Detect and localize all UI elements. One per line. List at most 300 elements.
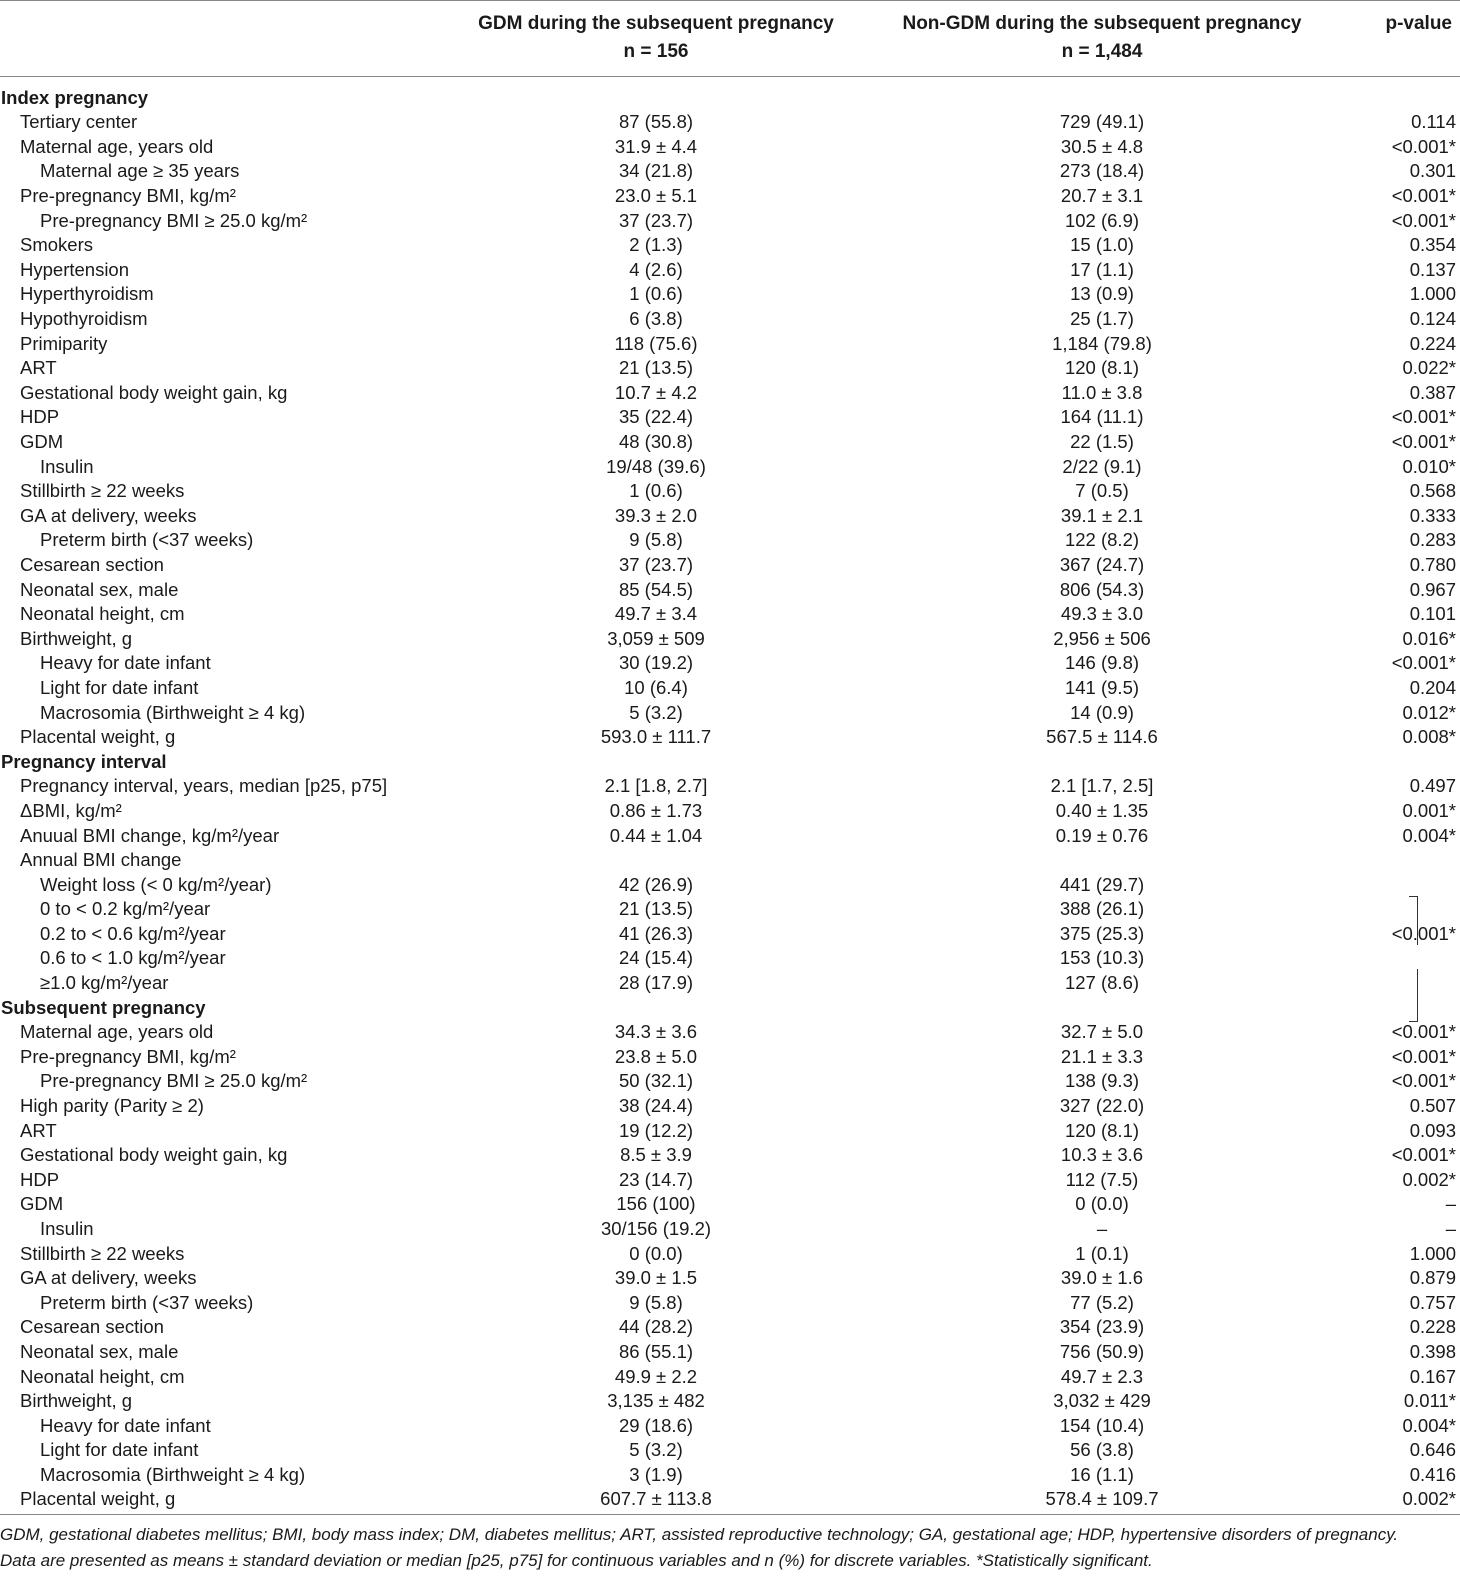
p-value-wrap xyxy=(1332,824,1456,848)
p-value-text: 0.011* xyxy=(1403,1390,1456,1412)
table-row xyxy=(0,848,1460,873)
table-row xyxy=(0,1463,1460,1488)
p-value-text: <0.001* xyxy=(1391,922,1456,944)
p-value-wrap xyxy=(1332,922,1456,946)
p-value xyxy=(1332,897,1460,922)
non-gdm-value: 56 (3.8) xyxy=(1070,1439,1134,1461)
table-row xyxy=(0,1487,1460,1517)
row-label: Maternal age, years old xyxy=(20,135,214,157)
p-value xyxy=(1332,700,1460,725)
row-label: Hypothyroidism xyxy=(20,308,148,330)
p-value-text: <0.001* xyxy=(1391,1144,1456,1166)
p-value xyxy=(1332,872,1460,897)
table-body xyxy=(0,77,1460,1518)
non-gdm-value: 146 (9.8) xyxy=(1064,652,1140,674)
row-label: HDP xyxy=(20,406,60,428)
p-value xyxy=(1332,1340,1460,1365)
non-gdm-value: 21.1 ± 3.3 xyxy=(1060,1045,1144,1067)
p-value-text: – xyxy=(1445,1193,1456,1215)
p-value xyxy=(1332,528,1460,553)
p-value-text: <0.001* xyxy=(1391,1021,1456,1043)
p-value-text: 0.416 xyxy=(1409,1463,1456,1485)
non-gdm-value: 77 (5.2) xyxy=(1070,1291,1134,1313)
p-value-wrap xyxy=(1332,774,1456,798)
non-gdm-value: 127 (8.6) xyxy=(1064,972,1140,994)
non-gdm-value: 2.1 [1.7, 2.5] xyxy=(1050,775,1154,797)
row-label: Smokers xyxy=(20,234,93,256)
non-gdm-value: 153 (10.3) xyxy=(1059,947,1145,969)
non-gdm-value: 3,032 ± 429 xyxy=(1053,1390,1151,1412)
p-value-text: <0.001* xyxy=(1391,1045,1456,1067)
table-row xyxy=(0,1020,1460,1045)
non-gdm-value: 567.5 ± 114.6 xyxy=(1046,726,1158,748)
table-row xyxy=(0,307,1460,332)
header-gdm-n: n = 156 xyxy=(623,41,689,62)
row-label: Anuual BMI change, kg/m²/year xyxy=(20,824,280,846)
non-gdm-value: 32.7 ± 5.0 xyxy=(1060,1021,1144,1043)
row-label: Hyperthyroidism xyxy=(20,283,154,305)
table-row xyxy=(0,381,1460,406)
p-value xyxy=(1332,774,1460,799)
gdm-value: 35 (22.4) xyxy=(618,406,694,428)
p-value xyxy=(1332,1438,1460,1463)
p-value-wrap xyxy=(1332,405,1456,429)
gdm-value: 24 (15.4) xyxy=(618,947,694,969)
non-gdm-value: 806 (54.3) xyxy=(1059,578,1145,600)
non-gdm-value: 0.19 ± 0.76 xyxy=(1055,824,1149,846)
gdm-value: 19 (12.2) xyxy=(618,1119,694,1141)
p-value-wrap xyxy=(1332,602,1456,626)
p-value xyxy=(1332,258,1460,283)
row-label: Tertiary center xyxy=(20,111,138,133)
header-nongdm-n: n = 1,484 xyxy=(1061,41,1143,62)
non-gdm-value: 0 (0.0) xyxy=(1075,1193,1129,1215)
p-value-wrap xyxy=(1332,504,1456,528)
table-row xyxy=(0,1118,1460,1143)
p-value xyxy=(1332,1389,1460,1414)
p-value-wrap xyxy=(1332,1315,1456,1339)
p-value xyxy=(1332,184,1460,209)
table-row xyxy=(0,651,1460,676)
p-value xyxy=(1332,356,1460,381)
gdm-value: 21 (13.5) xyxy=(618,898,694,920)
row-label: HDP xyxy=(20,1168,60,1190)
row-label: GDM xyxy=(20,1193,64,1215)
p-value-text: 0.780 xyxy=(1409,553,1456,575)
row-label: Pre-pregnancy BMI, kg/m² xyxy=(20,185,236,207)
table-row xyxy=(0,1291,1460,1316)
row-label: Cesarean section xyxy=(20,553,164,575)
row-label: Placental weight, g xyxy=(20,726,176,748)
p-value-text: 0.301 xyxy=(1409,160,1456,182)
p-value-wrap xyxy=(1332,1168,1456,1192)
table-footnote xyxy=(0,1514,1460,1574)
p-value xyxy=(1332,626,1460,651)
p-value xyxy=(1332,1241,1460,1266)
p-value-wrap xyxy=(1332,430,1456,454)
gdm-value: 48 (30.8) xyxy=(618,431,694,453)
row-label: Insulin xyxy=(40,1218,94,1240)
p-value-wrap xyxy=(1332,1463,1456,1487)
p-value-text: 0.004* xyxy=(1402,1414,1456,1436)
p-value-wrap xyxy=(1332,1143,1456,1167)
table-row xyxy=(0,1143,1460,1168)
table-row xyxy=(0,135,1460,160)
p-value xyxy=(1332,1364,1460,1389)
non-gdm-value: 17 (1.1) xyxy=(1070,258,1134,280)
non-gdm-value: 102 (6.9) xyxy=(1064,209,1140,231)
table-row xyxy=(0,872,1460,897)
p-value-text: 1.000 xyxy=(1409,283,1456,305)
section-header-row xyxy=(0,995,1460,1020)
p-value xyxy=(1332,110,1460,135)
p-value xyxy=(1332,381,1460,406)
p-value xyxy=(1332,1118,1460,1143)
table-row xyxy=(0,553,1460,578)
p-value xyxy=(1332,77,1460,111)
non-gdm-value: 141 (9.5) xyxy=(1064,676,1140,698)
non-gdm-value: 30.5 ± 4.8 xyxy=(1060,135,1144,157)
non-gdm-value: 112 (7.5) xyxy=(1065,1168,1139,1190)
non-gdm-value: 375 (25.3) xyxy=(1059,922,1145,944)
table-row xyxy=(0,922,1460,947)
non-gdm-value: 1,184 (79.8) xyxy=(1052,332,1152,354)
section-header-row xyxy=(0,77,1460,111)
gdm-value: 38 (24.4) xyxy=(618,1095,694,1117)
p-value-text: 0.002* xyxy=(1402,1488,1456,1510)
table-row xyxy=(0,1094,1460,1119)
p-value xyxy=(1332,1291,1460,1316)
gdm-value: 42 (26.9) xyxy=(618,873,694,895)
non-gdm-value: 16 (1.1) xyxy=(1070,1463,1134,1485)
p-value-wrap xyxy=(1332,1192,1456,1216)
non-gdm-value: 2/22 (9.1) xyxy=(1062,455,1142,477)
table-row xyxy=(0,233,1460,258)
gdm-value: 30 (19.2) xyxy=(618,652,694,674)
non-gdm-value: 15 (1.0) xyxy=(1070,234,1134,256)
p-value-wrap xyxy=(1332,799,1456,823)
p-value-text: 0.646 xyxy=(1409,1439,1456,1461)
p-value-wrap xyxy=(1332,1020,1456,1044)
row-label: Maternal age ≥ 35 years xyxy=(40,160,240,182)
row-label: Birthweight, g xyxy=(20,1390,133,1412)
row-label: Stillbirth ≥ 22 weeks xyxy=(20,1242,185,1264)
bracket-bottom xyxy=(1409,969,1418,1022)
table-row xyxy=(0,676,1460,701)
p-value-wrap xyxy=(1332,651,1456,675)
non-gdm-value: 578.4 ± 109.7 xyxy=(1045,1488,1159,1510)
gdm-value: 34 (21.8) xyxy=(618,160,694,182)
gdm-value: 30/156 (19.2) xyxy=(600,1218,712,1240)
table-row xyxy=(0,1217,1460,1242)
row-label: Neonatal sex, male xyxy=(20,578,179,600)
table-row xyxy=(0,1192,1460,1217)
table-row xyxy=(0,1241,1460,1266)
p-value-text: 0.398 xyxy=(1409,1340,1456,1362)
table-row xyxy=(0,897,1460,922)
p-value-text: 0.224 xyxy=(1409,332,1456,354)
row-label: ≥1.0 kg/m²/year xyxy=(40,972,169,994)
section-title: Subsequent pregnancy xyxy=(1,996,206,1018)
gdm-value xyxy=(440,995,872,1020)
row-label: 0 to < 0.2 kg/m²/year xyxy=(40,898,211,920)
non-gdm-value: 2,956 ± 506 xyxy=(1053,627,1151,649)
gdm-value: 49.9 ± 2.2 xyxy=(614,1365,698,1387)
gdm-value: 1 (0.6) xyxy=(629,480,683,502)
row-label: Macrosomia (Birthweight ≥ 4 kg) xyxy=(40,1463,306,1485)
p-value xyxy=(1332,1192,1460,1217)
p-value-text: 0.022* xyxy=(1402,357,1456,379)
p-value-text: 0.228 xyxy=(1409,1316,1456,1338)
p-value-text: 0.497 xyxy=(1409,775,1456,797)
gdm-value: 87 (55.8) xyxy=(618,111,694,133)
table-row xyxy=(0,1045,1460,1070)
gdm-value: 50 (32.1) xyxy=(618,1070,694,1092)
p-value-wrap xyxy=(1332,184,1456,208)
gdm-value: 31.9 ± 4.4 xyxy=(614,135,698,157)
gdm-value: 593.0 ± 111.7 xyxy=(600,726,712,748)
p-value-text: 0.204 xyxy=(1409,676,1456,698)
p-value-text: 0.002* xyxy=(1402,1168,1456,1190)
p-value-text: 0.879 xyxy=(1409,1267,1456,1289)
table-row xyxy=(0,1266,1460,1291)
p-value xyxy=(1332,1143,1460,1168)
gdm-value: 49.7 ± 3.4 xyxy=(614,603,698,625)
row-label: Annual BMI change xyxy=(20,849,182,871)
row-label: Maternal age, years old xyxy=(20,1021,214,1043)
table-row xyxy=(0,1364,1460,1389)
gdm-value: 37 (23.7) xyxy=(618,209,694,231)
p-value-wrap xyxy=(1332,528,1456,552)
non-gdm-value xyxy=(872,848,1332,873)
p-value-wrap xyxy=(1332,1414,1456,1438)
table-row xyxy=(0,577,1460,602)
row-label: Gestational body weight gain, kg xyxy=(20,1144,288,1166)
p-value xyxy=(1332,1315,1460,1340)
row-label: Preterm birth (<37 weeks) xyxy=(40,529,254,551)
p-value xyxy=(1332,233,1460,258)
p-value-text: <0.001* xyxy=(1391,652,1456,674)
row-label: Light for date infant xyxy=(40,1439,199,1461)
p-value-text: 0.507 xyxy=(1409,1095,1456,1117)
p-value xyxy=(1332,1266,1460,1291)
non-gdm-value: 120 (8.1) xyxy=(1064,357,1140,379)
gdm-value: 21 (13.5) xyxy=(618,357,694,379)
gdm-value: 44 (28.2) xyxy=(618,1316,694,1338)
row-label: 0.6 to < 1.0 kg/m²/year xyxy=(40,947,226,969)
p-value-text: 0.124 xyxy=(1409,308,1456,330)
row-label: GDM xyxy=(20,431,64,453)
p-value-wrap xyxy=(1332,1365,1456,1389)
row-label: Stillbirth ≥ 22 weeks xyxy=(20,480,185,502)
p-value xyxy=(1332,1463,1460,1488)
p-value-wrap xyxy=(1332,159,1456,183)
p-value xyxy=(1332,405,1460,430)
non-gdm-value: 154 (10.4) xyxy=(1059,1414,1145,1436)
p-value-text: 0.093 xyxy=(1409,1119,1456,1141)
gdm-value: 28 (17.9) xyxy=(618,972,694,994)
p-value xyxy=(1332,1217,1460,1242)
gdm-value: 29 (18.6) xyxy=(618,1414,694,1436)
non-gdm-value: 388 (26.1) xyxy=(1059,898,1145,920)
p-value xyxy=(1332,848,1460,873)
gdm-value xyxy=(440,848,872,873)
header-pvalue-cell: p-value xyxy=(1332,1,1460,77)
p-value-wrap xyxy=(1332,455,1456,479)
p-value-wrap xyxy=(1332,627,1456,651)
p-value-wrap xyxy=(1332,1291,1456,1315)
p-value-text: 0.967 xyxy=(1409,578,1456,600)
table-row xyxy=(0,1340,1460,1365)
non-gdm-value: 13 (0.9) xyxy=(1070,283,1134,305)
p-value-text: 0.387 xyxy=(1409,381,1456,403)
non-gdm-value: 354 (23.9) xyxy=(1059,1316,1145,1338)
gdm-value: 5 (3.2) xyxy=(629,701,683,723)
p-value-text: 0.004* xyxy=(1402,824,1456,846)
row-label: ART xyxy=(20,357,57,379)
gdm-value: 9 (5.8) xyxy=(629,529,683,551)
gdm-value: 23.0 ± 5.1 xyxy=(614,185,698,207)
gdm-value: 10.7 ± 4.2 xyxy=(614,381,698,403)
non-gdm-value: 49.3 ± 3.0 xyxy=(1060,603,1144,625)
header-gdm-cell xyxy=(440,1,872,77)
p-value xyxy=(1332,331,1460,356)
p-value-text: 0.137 xyxy=(1409,258,1456,280)
p-value xyxy=(1332,479,1460,504)
p-value-wrap xyxy=(1332,578,1456,602)
row-label: Heavy for date infant xyxy=(40,652,211,674)
gdm-value: 23.8 ± 5.0 xyxy=(614,1045,698,1067)
p-value-text: 1.000 xyxy=(1409,1242,1456,1264)
p-value-wrap xyxy=(1332,479,1456,503)
gdm-value: 39.0 ± 1.5 xyxy=(614,1267,698,1289)
table-row xyxy=(0,1069,1460,1094)
p-value xyxy=(1332,135,1460,160)
p-value xyxy=(1332,995,1460,1020)
p-value-wrap xyxy=(1332,1217,1456,1241)
row-label: GA at delivery, weeks xyxy=(20,504,197,526)
p-value-text: <0.001* xyxy=(1391,185,1456,207)
p-value-wrap xyxy=(1332,553,1456,577)
table-header xyxy=(0,1,1460,77)
p-value-wrap xyxy=(1332,110,1456,134)
non-gdm-value: 10.3 ± 3.6 xyxy=(1060,1144,1144,1166)
p-value-text: <0.001* xyxy=(1391,431,1456,453)
row-label: Neonatal sex, male xyxy=(20,1340,179,1362)
table-row xyxy=(0,454,1460,479)
table-row xyxy=(0,1315,1460,1340)
p-value-text: 0.012* xyxy=(1402,701,1456,723)
p-value xyxy=(1332,1168,1460,1193)
row-label: Preterm birth (<37 weeks) xyxy=(40,1291,254,1313)
table-row xyxy=(0,184,1460,209)
non-gdm-value: 327 (22.0) xyxy=(1059,1095,1145,1117)
gdm-value: 6 (3.8) xyxy=(629,308,683,330)
p-value-wrap xyxy=(1332,258,1456,282)
p-value xyxy=(1332,553,1460,578)
p-value-text: 0.757 xyxy=(1409,1291,1456,1313)
gdm-value: 0.44 ± 1.04 xyxy=(609,824,703,846)
table-row xyxy=(0,971,1460,996)
section-title: Pregnancy interval xyxy=(1,750,167,772)
p-value-text: <0.001* xyxy=(1391,209,1456,231)
table-row xyxy=(0,331,1460,356)
p-value-wrap xyxy=(1332,1438,1456,1462)
p-value-wrap xyxy=(1332,356,1456,380)
non-gdm-value: 122 (8.2) xyxy=(1064,529,1140,551)
table-row xyxy=(0,1168,1460,1193)
p-value xyxy=(1332,823,1460,848)
gdm-value: 34.3 ± 3.6 xyxy=(614,1021,698,1043)
p-value xyxy=(1332,208,1460,233)
p-value-wrap xyxy=(1332,233,1456,257)
row-label: Neonatal height, cm xyxy=(20,1365,185,1387)
row-label: GA at delivery, weeks xyxy=(20,1267,197,1289)
non-gdm-value: 49.7 ± 2.3 xyxy=(1060,1365,1144,1387)
gdm-value: 0 (0.0) xyxy=(629,1242,683,1264)
non-gdm-value xyxy=(872,77,1332,111)
row-label: High parity (Parity ≥ 2) xyxy=(20,1095,204,1117)
p-value xyxy=(1332,282,1460,307)
p-value-wrap xyxy=(1332,1242,1456,1266)
p-value xyxy=(1332,946,1460,971)
gdm-value: 2.1 [1.8, 2.7] xyxy=(604,775,708,797)
row-label: Pre-pregnancy BMI ≥ 25.0 kg/m² xyxy=(40,1070,308,1092)
gdm-value: 3 (1.9) xyxy=(629,1463,683,1485)
table-row xyxy=(0,258,1460,283)
p-value-text: 0.001* xyxy=(1402,799,1456,821)
table-row xyxy=(0,602,1460,627)
gdm-value: 3,135 ± 482 xyxy=(607,1390,705,1412)
row-label: Light for date infant xyxy=(40,676,199,698)
p-value xyxy=(1332,799,1460,824)
row-label: Placental weight, g xyxy=(20,1488,176,1510)
footnote-notes: Data are presented as means ± standard deviation or median [p25, p75] for continuous variables and n (%) for discrete variables. *Statistically significant. xyxy=(0,1551,1153,1570)
gdm-value: 3,059 ± 509 xyxy=(607,627,705,649)
non-gdm-value: 138 (9.3) xyxy=(1064,1070,1140,1092)
table-row xyxy=(0,799,1460,824)
section-title: Index pregnancy xyxy=(1,87,149,108)
non-gdm-value: 273 (18.4) xyxy=(1059,160,1145,182)
non-gdm-value: 14 (0.9) xyxy=(1070,701,1134,723)
table-row xyxy=(0,774,1460,799)
p-value-wrap xyxy=(1332,1045,1456,1069)
p-value-wrap xyxy=(1332,725,1456,749)
row-label: Pre-pregnancy BMI ≥ 25.0 kg/m² xyxy=(40,209,308,231)
table-row xyxy=(0,1389,1460,1414)
table-row xyxy=(0,356,1460,381)
non-gdm-value: 11.0 ± 3.8 xyxy=(1061,381,1143,403)
p-value-wrap xyxy=(1332,1487,1456,1511)
row-label: Primiparity xyxy=(20,332,108,354)
non-gdm-value: 120 (8.1) xyxy=(1064,1119,1140,1141)
p-value-wrap xyxy=(1332,701,1456,725)
row-label: Hypertension xyxy=(20,258,130,280)
gdm-value: 156 (100) xyxy=(616,1193,696,1215)
row-label: Birthweight, g xyxy=(20,627,133,649)
gdm-value: 19/48 (39.6) xyxy=(606,455,706,477)
non-gdm-value: 1 (0.1) xyxy=(1075,1242,1129,1264)
row-label: Gestational body weight gain, kg xyxy=(20,381,288,403)
p-value-text: 0.008* xyxy=(1402,726,1456,748)
gdm-value: 1 (0.6) xyxy=(629,283,683,305)
p-value-text: 0.354 xyxy=(1409,234,1456,256)
p-value-text: 0.283 xyxy=(1409,529,1456,551)
gdm-value: 2 (1.3) xyxy=(629,234,683,256)
table-row xyxy=(0,725,1460,750)
p-value-text: 0.568 xyxy=(1409,480,1456,502)
p-value xyxy=(1332,922,1460,947)
